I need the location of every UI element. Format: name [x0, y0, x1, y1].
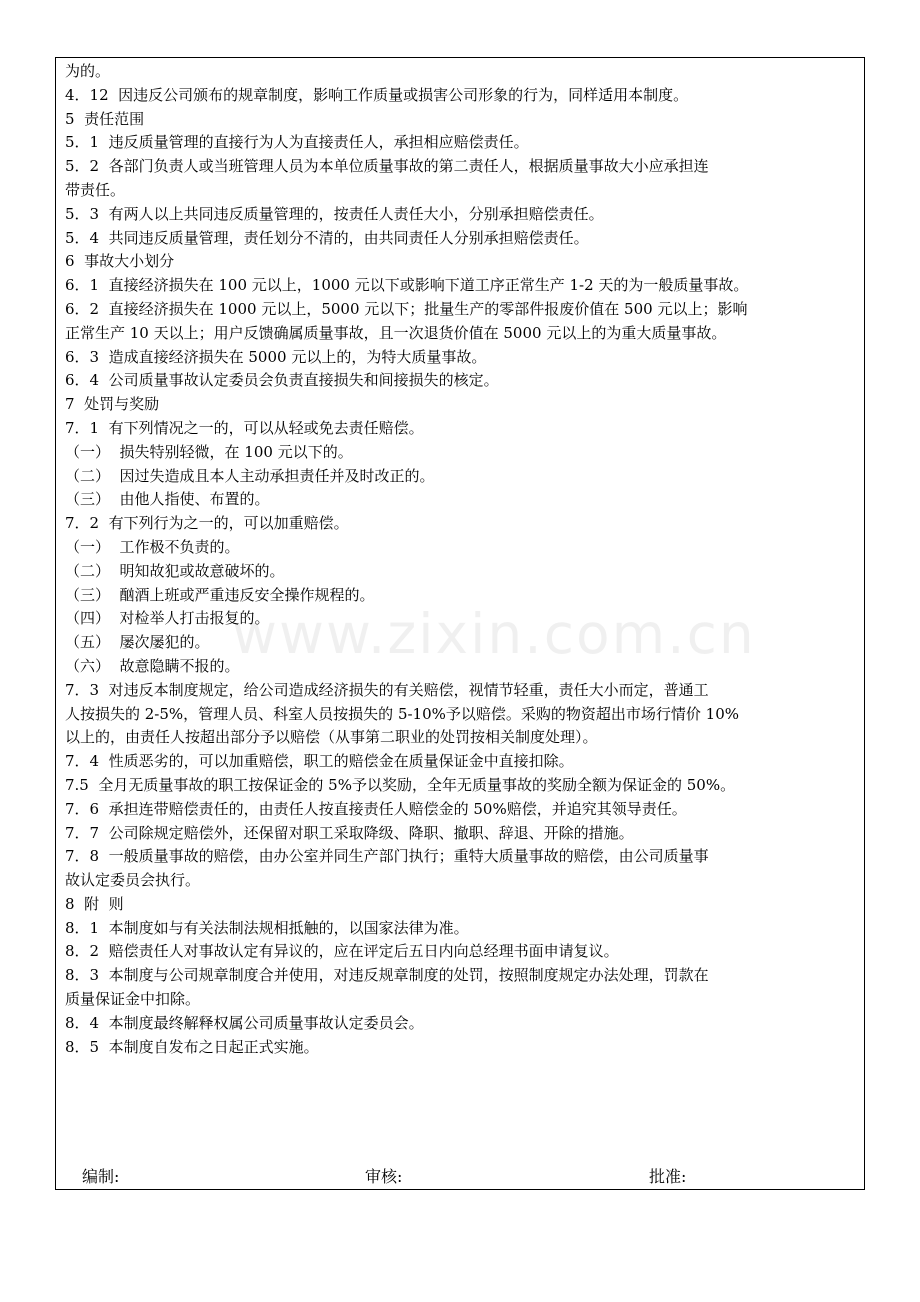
approved-by-label: 批准:: [649, 1167, 687, 1186]
document-line: 8．3 本制度与公司规章制度合并使用，对违反规章制度的处罚，按照制度规定办法处理，罚款在: [65, 966, 709, 985]
document-line: （二） 因过失造成且本人主动承担责任并及时改正的。: [65, 466, 435, 485]
document-line: 正常生产 10 天以上；用户反馈确属质量事故，且一次退货价值在 5000 元以上的为重大质量事故。: [65, 323, 727, 342]
document-line: 带责任。: [65, 180, 126, 199]
document-line: 8．2 赔偿责任人对事故认定有异议的，应在评定后五日内向总经理书面申请复议。: [65, 942, 619, 961]
watermark: www.zixin.com.cn: [232, 602, 756, 666]
document-line: 8．1 本制度如与有关法制法规相抵触的，以国家法律为准。: [65, 918, 469, 937]
document-line: 6．1 直接经济损失在 100 元以上，1000 元以下或影响下道工序正常生产 1-2 天的为一般质量事故。: [65, 276, 749, 295]
compiled-by-label: 编制:: [82, 1167, 120, 1186]
document-line: 7．6 承担连带赔偿责任的，由责任人按直接责任人赔偿金的 50%赔偿，并追究其领导责任。: [65, 799, 687, 818]
document-line: （二） 明知故犯或故意破坏的。: [65, 561, 285, 580]
document-line: 质量保证金中扣除。: [65, 990, 201, 1009]
document-line: 7．1 有下列情况之一的，可以从轻或免去责任赔偿。: [65, 418, 424, 437]
document-line: 故认定委员会执行。: [65, 871, 201, 890]
document-line: 7．2 有下列行为之一的，可以加重赔偿。: [65, 514, 349, 533]
document-line: （四） 对检举人打击报复的。: [65, 609, 270, 628]
document-line: （三） 由他人指使、布置的。: [65, 490, 270, 509]
reviewed-by-label: 审核:: [365, 1167, 403, 1186]
document-line: 5 责任范围: [65, 109, 145, 128]
document-line: （一） 损失特别轻微，在 100 元以下的。: [65, 442, 353, 461]
document-line: 为的。: [65, 62, 111, 80]
document-line: 6．3 造成直接经济损失在 5000 元以上的，为特大质量事故。: [65, 347, 487, 366]
document-line: （五） 屡次屡犯的。: [65, 633, 210, 652]
document-line: 6 事故大小划分: [65, 252, 175, 271]
document-line: 5．2 各部门负责人或当班管理人员为本单位质量事故的第二责任人，根据质量事故大小应承担连: [65, 157, 709, 176]
document-body: [65, 60, 859, 1059]
document-line: 7 处罚与奖励: [65, 395, 160, 414]
document-line: 7．3 对违反本制度规定，给公司造成经济损失的有关赔偿，视情节轻重，责任大小而定，普通工: [65, 680, 709, 699]
document-line: 7．7 公司除规定赔偿外，还保留对职工采取降级、降职、撤职、辞退、开除的措施。: [65, 823, 634, 842]
document-line: 7．4 性质恶劣的，可以加重赔偿，职工的赔偿金在质量保证金中直接扣除。: [65, 752, 574, 771]
document-frame: [55, 57, 865, 1190]
document-line: 5．4 共同违反质量管理，责任划分不清的，由共同责任人分别承担赔偿责任。: [65, 228, 589, 247]
document-line: 人按损失的 2-5%，管理人员、科室人员按损失的 5-10%予以赔偿。采购的物资超出市场行情价 10%: [65, 704, 740, 723]
document-line: 4．12 因违反公司颁布的规章制度，影响工作质量或损害公司形象的行为，同样适用本制度。: [65, 85, 689, 104]
document-line: （六） 故意隐瞒不报的。: [65, 656, 240, 675]
document-line: 6．2 直接经济损失在 1000 元以上，5000 元以下；批量生产的零部件报废价值在 500 元以上；影响: [65, 299, 748, 318]
document-line: 5．1 违反质量管理的直接行为人为直接责任人，承担相应赔偿责任。: [65, 133, 529, 152]
document-line: 6．4 公司质量事故认定委员会负责直接损失和间接损失的核定。: [65, 371, 499, 390]
document-line: （三） 酗酒上班或严重违反安全操作规程的。: [65, 585, 375, 604]
document-line: 8．4 本制度最终解释权属公司质量事故认定委员会。: [65, 1013, 424, 1032]
document-line: （一） 工作极不负责的。: [65, 537, 240, 556]
document-line: 7.5 全月无质量事故的职工按保证金的 5%予以奖励，全年无质量事故的奖励全额为保证金的 50%。: [65, 775, 736, 794]
document-line: 8 附 则: [65, 894, 124, 913]
document-line: 7．8 一般质量事故的赔偿，由办公室并同生产部门执行；重特大质量事故的赔偿，由公司质量事: [65, 847, 709, 866]
document-line: 5．3 有两人以上共同违反质量管理的，按责任人责任大小，分别承担赔偿责任。: [65, 204, 604, 223]
document-line: 8．5 本制度自发布之日起正式实施。: [65, 1037, 319, 1056]
document-line: 以上的，由责任人按超出部分予以赔偿（从事第二职业的处罚按相关制度处理）。: [65, 728, 598, 747]
